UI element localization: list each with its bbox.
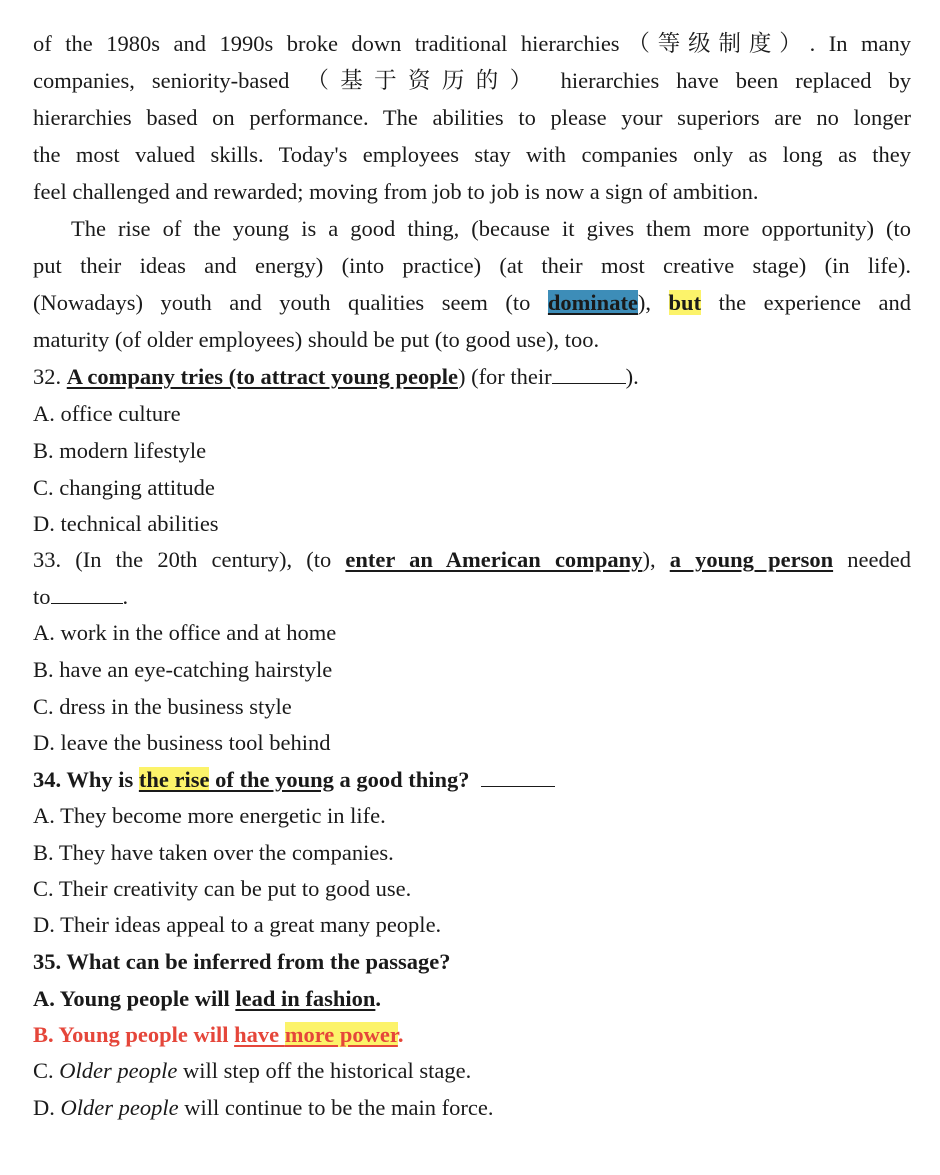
q32-option-b: B. modern lifestyle bbox=[33, 438, 207, 463]
underlined-phrase: enter an American company bbox=[345, 547, 643, 572]
text-segment: ) (for their bbox=[457, 364, 552, 389]
q35-option-b-correct bbox=[33, 1016, 403, 1053]
answer-blank bbox=[552, 361, 626, 384]
underlined-phrase: of the young bbox=[209, 767, 334, 792]
passage-paragraph-1 bbox=[33, 25, 911, 210]
passage-line: feel challenged and rewarded; moving from job to job is now a sign of ambition. bbox=[33, 179, 759, 204]
text-segment: B. Young people will bbox=[33, 1022, 235, 1047]
question-33-stem bbox=[33, 541, 911, 578]
q32-option-d: D. technical abilities bbox=[33, 511, 219, 536]
text-segment: a good thing? bbox=[333, 767, 470, 792]
answer-blank bbox=[481, 764, 555, 787]
q32-option-a: A. office culture bbox=[33, 401, 181, 426]
q35-option-d bbox=[33, 1089, 494, 1126]
passage-line: companies, seniority-based （基于资历的） hierarchies have been replaced by bbox=[33, 68, 911, 93]
q32-option-c: C. changing attitude bbox=[33, 475, 215, 500]
q33-option-c: C. dress in the business style bbox=[33, 694, 292, 719]
passage-line: the most valued skills. Today's employees stay with companies only as long as they bbox=[33, 142, 911, 167]
text-segment: C. bbox=[33, 1058, 60, 1083]
text-segment: D. bbox=[33, 1095, 61, 1120]
text-segment: needed bbox=[833, 547, 911, 572]
underlined-phrase: have bbox=[234, 1022, 285, 1047]
text-segment: . bbox=[122, 584, 129, 609]
text-segment: ), bbox=[642, 547, 670, 572]
italic-phrase: Older people bbox=[60, 1095, 179, 1120]
question-32-stem bbox=[33, 358, 639, 395]
text-segment: the experience and bbox=[701, 290, 911, 315]
q34-option-b: B. They have taken over the companies. bbox=[33, 840, 394, 865]
q34-option-d: D. Their ideas appeal to a great many people. bbox=[33, 912, 442, 937]
passage-line: The rise of the young is a good thing, (because it gives them more opportunity) (to bbox=[71, 216, 911, 241]
q33-option-d: D. leave the business tool behind bbox=[33, 730, 331, 755]
text-segment: ). bbox=[625, 364, 639, 389]
q33-option-b: B. have an eye-catching hairstyle bbox=[33, 657, 333, 682]
answer-blank bbox=[51, 581, 123, 604]
question-35-stem: 35. What can be inferred from the passage? bbox=[33, 949, 451, 974]
text-segment: . bbox=[375, 986, 381, 1011]
text-segment: to bbox=[33, 584, 51, 609]
text-segment: A. Young people will bbox=[33, 986, 236, 1011]
underlined-phrase: A company tries (to attract young people bbox=[66, 364, 458, 389]
q34-option-c: C. Their creativity can be put to good use. bbox=[33, 876, 412, 901]
question-number: 32. bbox=[33, 364, 67, 389]
italic-phrase: Older people bbox=[59, 1058, 178, 1083]
question-33-stem-cont bbox=[33, 578, 128, 615]
q35-option-c bbox=[33, 1052, 471, 1089]
highlight-dominate: dominate bbox=[547, 290, 638, 315]
underlined-phrase: a young person bbox=[669, 547, 834, 572]
text-segment: will continue to be the main force. bbox=[178, 1095, 494, 1120]
passage-line: maturity (of older employees) should be put (to good use), too. bbox=[33, 327, 600, 352]
underlined-phrase: lead in fashion bbox=[235, 986, 376, 1011]
passage-paragraph-2 bbox=[33, 210, 911, 358]
text-segment: ), bbox=[637, 290, 669, 315]
highlight-more-power: more power bbox=[284, 1022, 398, 1047]
highlight-the-rise: the rise bbox=[138, 767, 210, 792]
passage-line bbox=[33, 284, 911, 321]
q33-option-a: A. work in the office and at home bbox=[33, 620, 337, 645]
q35-option-a bbox=[33, 980, 381, 1017]
question-34-stem bbox=[33, 761, 555, 798]
passage-line: of the 1980s and 1990s broke down traditional hierarchies（等级制度）. In many bbox=[33, 31, 911, 56]
text-segment: . bbox=[397, 1022, 404, 1047]
text-segment: 33. (In the 20th century), (to bbox=[33, 547, 346, 572]
q34-option-a: A. They become more energetic in life. bbox=[33, 803, 386, 828]
text-segment: 34. Why is bbox=[33, 767, 139, 792]
passage-line: put their ideas and energy) (into practice) (at their most creative stage) (in life). bbox=[33, 253, 911, 278]
text-segment: will step off the historical stage. bbox=[177, 1058, 472, 1083]
text-segment: (Nowadays) youth and youth qualities seem (to bbox=[33, 290, 548, 315]
passage-line: hierarchies based on performance. The abilities to please your superiors are no longer bbox=[33, 105, 911, 130]
highlight-but: but bbox=[668, 290, 702, 315]
